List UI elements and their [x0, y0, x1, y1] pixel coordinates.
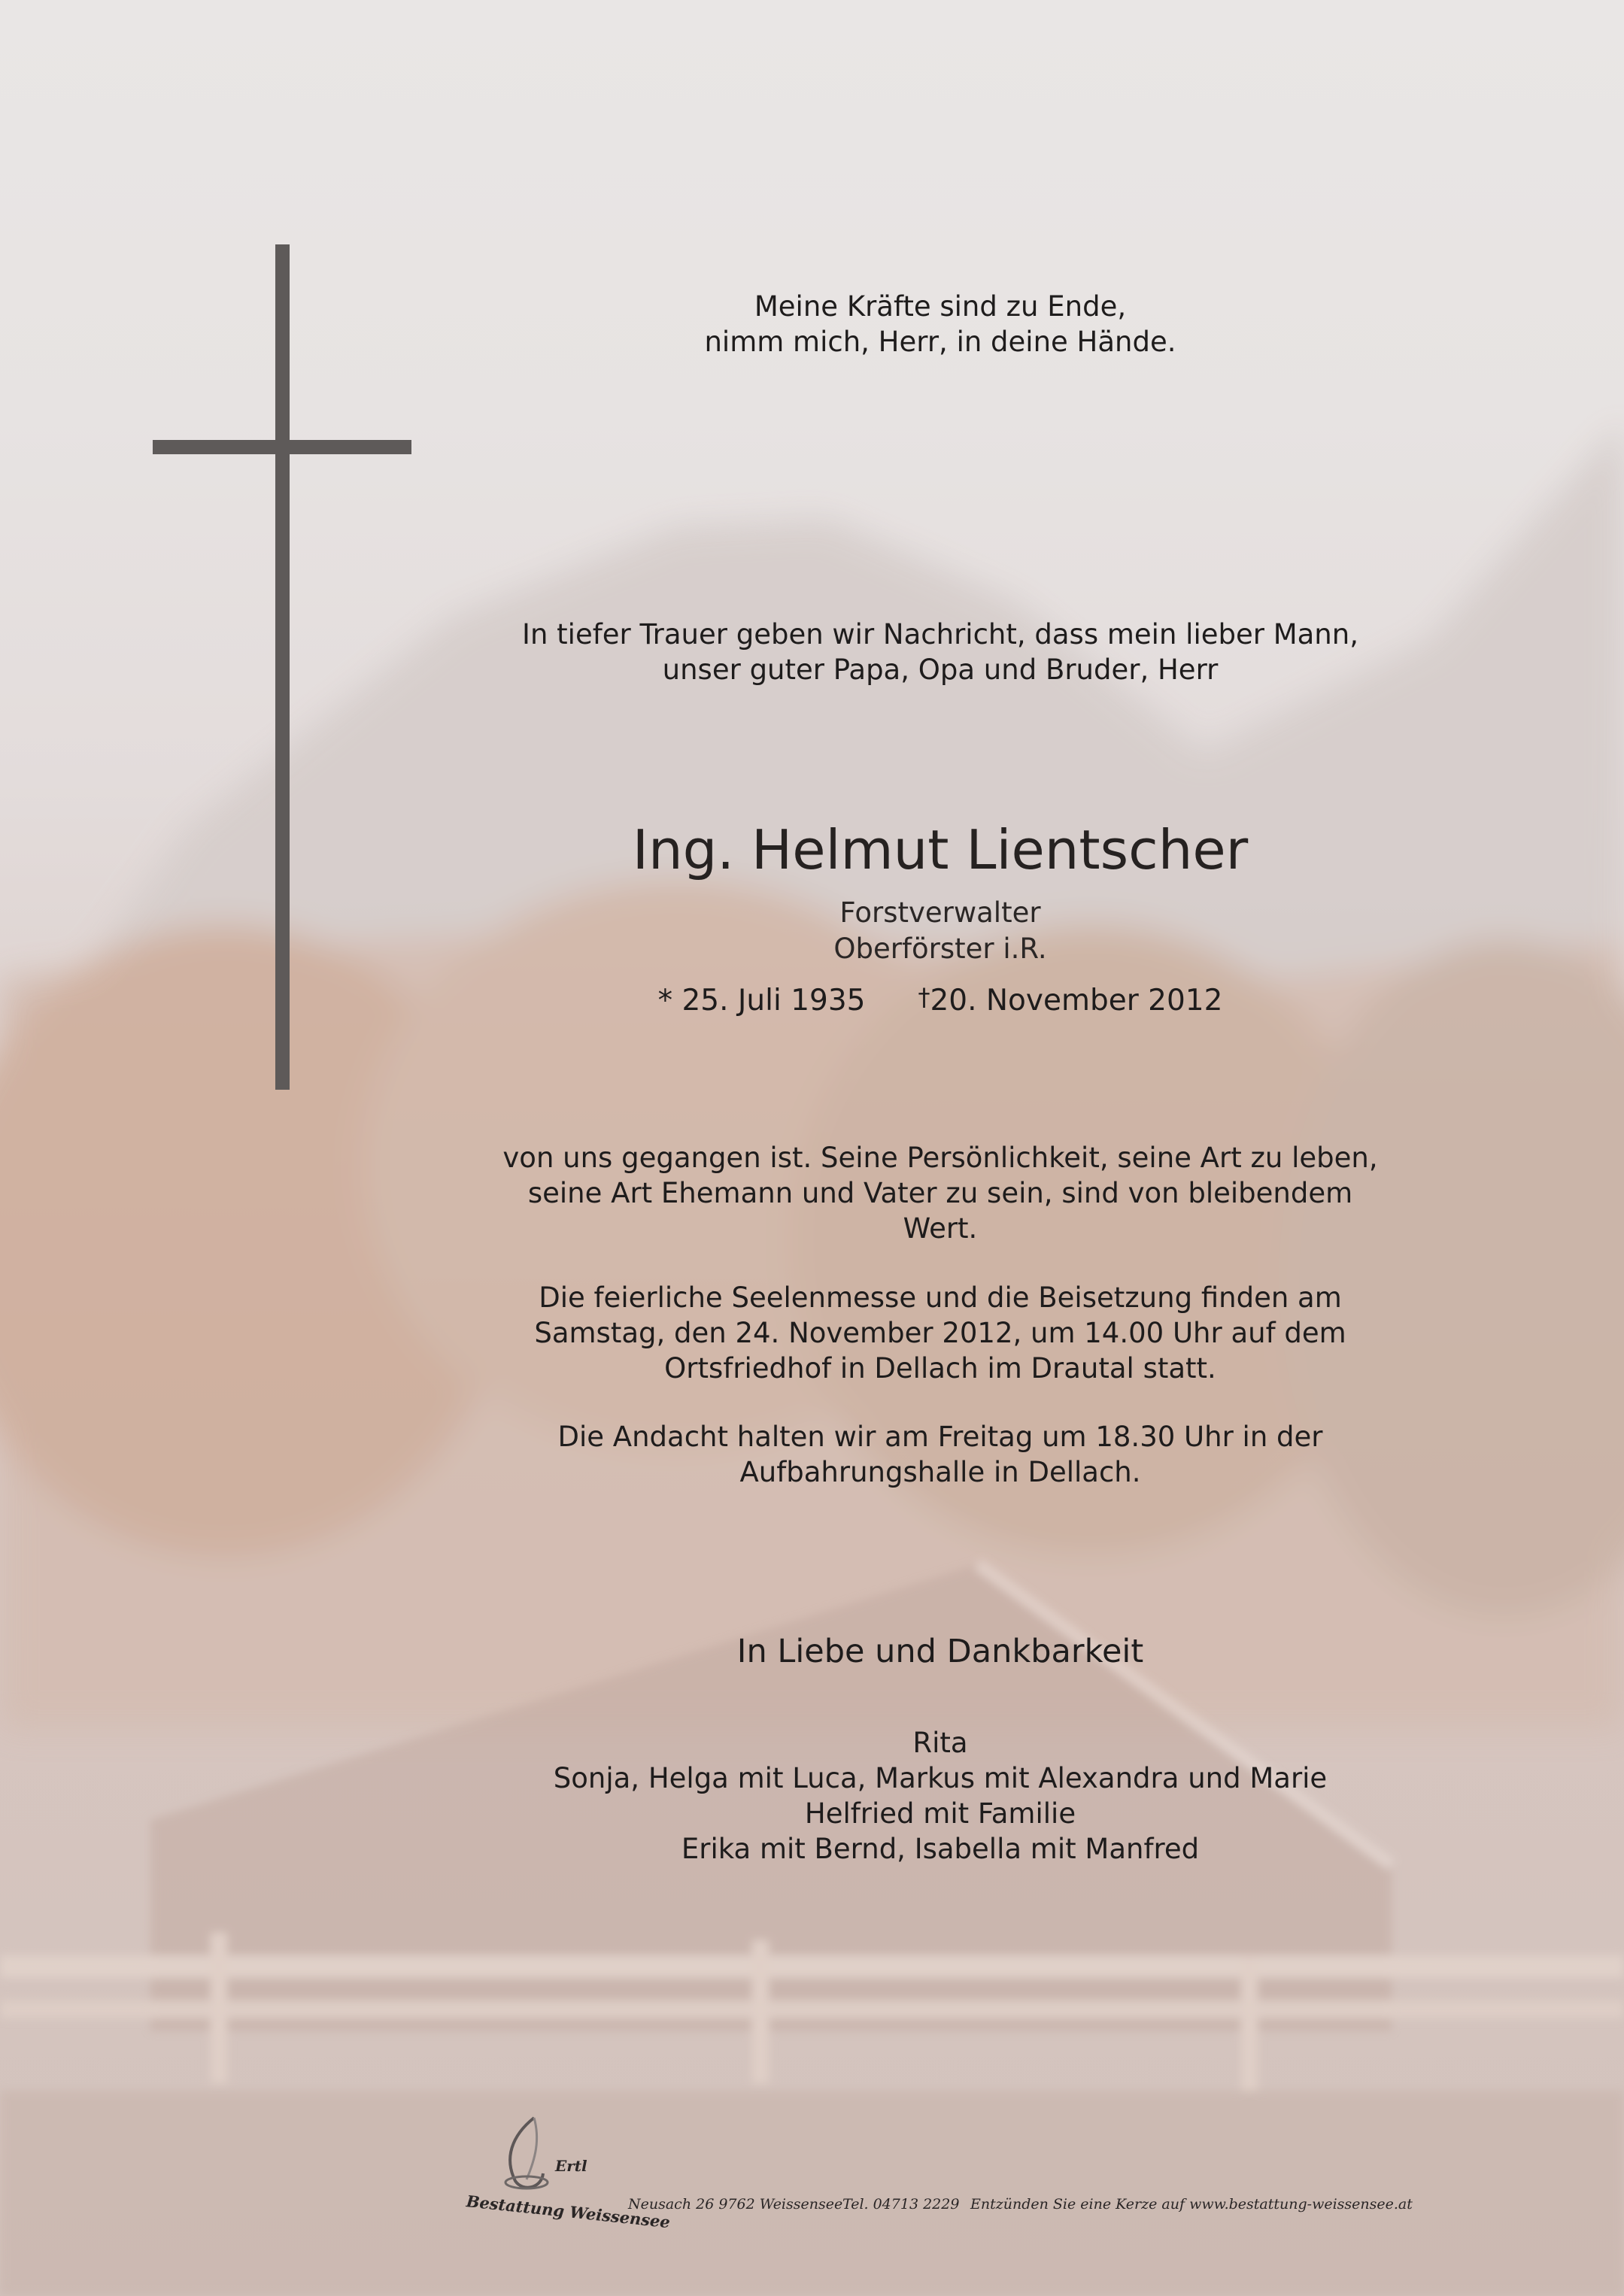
- dagger-icon: †: [918, 983, 930, 1012]
- title-line: Forstverwalter: [839, 896, 1041, 929]
- paragraph-line: seine Art Ehemann und Vater zu sein, sind von bleibendem: [527, 1177, 1353, 1209]
- paragraph-line: Die Andacht halten wir am Freitag um 18.30 Uhr in der: [557, 1421, 1323, 1453]
- footer-candle-link[interactable]: Entzünden Sie eine Kerze auf www.bestattung-weissensee.at: [970, 2196, 1413, 2213]
- footer-phone: Tel. 04713 2229: [842, 2196, 960, 2213]
- candle-logo-icon: [481, 2113, 572, 2196]
- deceased-name: Ing. Helmut Lientscher: [632, 818, 1249, 881]
- family-line: Erika mit Bernd, Isabella mit Manfred: [681, 1833, 1200, 1865]
- paragraph-vigil: [338, 1419, 1542, 1490]
- family-line: Sonja, Helga mit Luca, Markus mit Alexandra und Marie: [553, 1762, 1328, 1794]
- verse-line: nimm mich, Herr, in deine Hände.: [704, 326, 1176, 358]
- paragraph-passing: [338, 1140, 1542, 1246]
- logo-text-ertl: Ertl: [555, 2157, 587, 2175]
- life-dates: [338, 982, 1542, 1021]
- paragraph-line: Wert.: [903, 1212, 978, 1245]
- intro-line: In tiefer Trauer geben wir Nachricht, dass mein lieber Mann,: [522, 618, 1358, 651]
- footer-address: Neusach 26 9762 Weissensee: [628, 2196, 843, 2213]
- paragraph-funeral: [338, 1280, 1542, 1386]
- announcement-intro: [338, 617, 1542, 687]
- paragraph-line: Samstag, den 24. November 2012, um 14.00 Uhr auf dem: [534, 1317, 1346, 1349]
- paragraph-line: von uns gegangen ist. Seine Persönlichkeit, seine Art zu leben,: [502, 1142, 1378, 1174]
- birth-date: * 25. Juli 1935: [657, 984, 866, 1018]
- logo-text-name: Bestattung Weissensee: [465, 2191, 672, 2232]
- death-date: 20. November 2012: [930, 984, 1223, 1018]
- family-line: Helfried mit Familie: [804, 1797, 1076, 1830]
- paragraph-line: Ortsfriedhof in Dellach im Drautal statt.: [664, 1352, 1216, 1385]
- family-list: [338, 1725, 1542, 1867]
- paragraph-line: Aufbahrungshalle in Dellach.: [739, 1456, 1141, 1488]
- paragraph-line: Die feierliche Seelenmesse und die Beisetzung finden am: [539, 1281, 1342, 1314]
- funeral-home-footer: [451, 2106, 1429, 2232]
- verse-line: Meine Kräfte sind zu Ende,: [754, 290, 1127, 323]
- family-line: Rita: [912, 1727, 968, 1759]
- verse: [338, 289, 1542, 359]
- deceased-titles: [338, 895, 1542, 967]
- title-line: Oberförster i.R.: [833, 933, 1047, 965]
- intro-line: unser guter Papa, Opa und Bruder, Herr: [662, 654, 1219, 686]
- closing-phrase: In Liebe und Dankbarkeit: [736, 1633, 1144, 1670]
